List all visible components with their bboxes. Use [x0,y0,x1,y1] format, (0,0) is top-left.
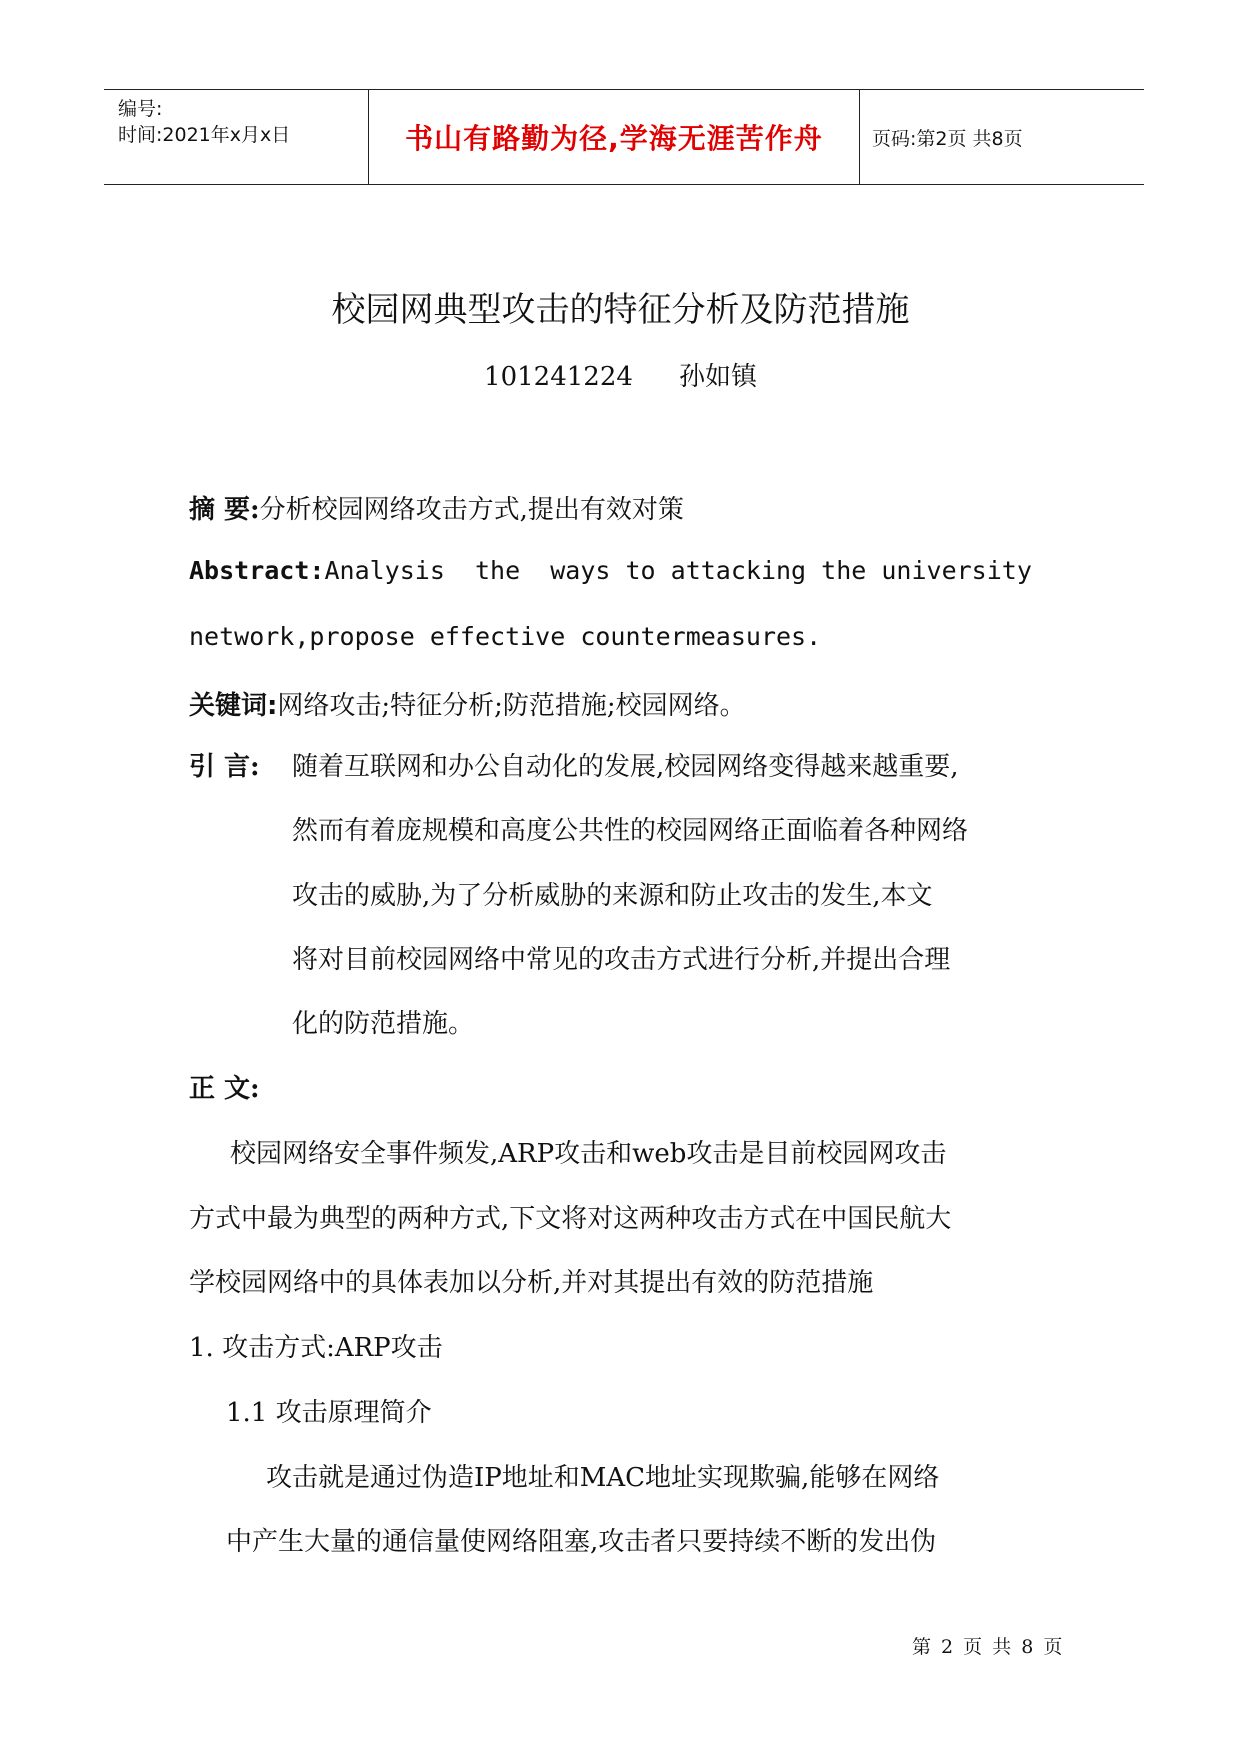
abstract-en-line-1 [189,556,1032,585]
page-footer: 第 2 页 共 8 页 [912,1636,1065,1658]
abstract-en-text-1: Analysis the ways to attacking the university [324,556,1032,585]
author-line [0,356,1241,393]
abstract-text: 分析校园网络攻击方式,提出有效对策 [259,495,684,525]
student-id: 101241224 [484,362,633,392]
body-line-2: 方式中最为典型的两种方式,下文将对这两种攻击方式在中国民航大 [189,1204,952,1234]
paragraph-line-2: 中产生大量的通信量使网络阻塞,攻击者只要持续不断的发出伪 [226,1527,937,1557]
header-right-cell [860,90,1144,184]
abstract-en-line-2: network,propose effective countermeasures. [189,622,822,651]
keywords-text: 网络攻击;特征分析;防范措施;校园网络。 [277,691,746,721]
keywords-line [189,685,746,722]
paragraph-line-1: 攻击就是通过伪造IP地址和MAC地址实现欺骗,能够在网络 [266,1463,940,1493]
document-time-label: 时间:2021年x月x日 [118,124,291,146]
author-name: 孙如镇 [678,362,757,392]
intro-label: 引 言: [189,752,260,782]
page-header-table [104,89,1144,185]
intro-line-3: 攻击的威胁,为了分析威胁的来源和防止攻击的发生,本文 [292,881,933,911]
intro-line-5: 化的防范措施。 [292,1009,475,1039]
header-motto: 书山有路勤为径,学海无涯苦作舟 [405,122,823,155]
body-line-1: 校园网络安全事件频发,ARP攻击和web攻击是目前校园网攻击 [230,1139,947,1169]
section-heading-1-1: 1.1 攻击原理简介 [226,1398,432,1428]
keywords-label: 关键词: [189,691,278,721]
body-line-3: 学校园网络中的具体表加以分析,并对其提出有效的防范措施 [189,1268,874,1298]
section-heading-1: 1. 攻击方式:ARP攻击 [189,1333,443,1363]
header-left-cell [104,90,369,184]
abstract-line [189,489,684,526]
intro-line-1: 随着互联网和办公自动化的发展,校园网络变得越来越重要, [292,752,959,782]
intro-line-4: 将对目前校园网络中常见的攻击方式进行分析,并提出合理 [292,945,951,975]
abstract-label: 摘 要: [189,495,260,525]
header-page-label: 页码:第2页 共8页 [872,127,1023,150]
abstract-en-label: Abstract: [189,556,325,585]
document-title: 校园网典型攻击的特征分析及防范措施 [331,290,910,330]
intro-line-2: 然而有着庞规模和高度公共性的校园网络正面临着各种网络 [292,816,969,846]
document-number-label: 编号: [118,98,163,120]
header-middle-cell [369,90,860,184]
body-label: 正 文: [189,1074,260,1104]
